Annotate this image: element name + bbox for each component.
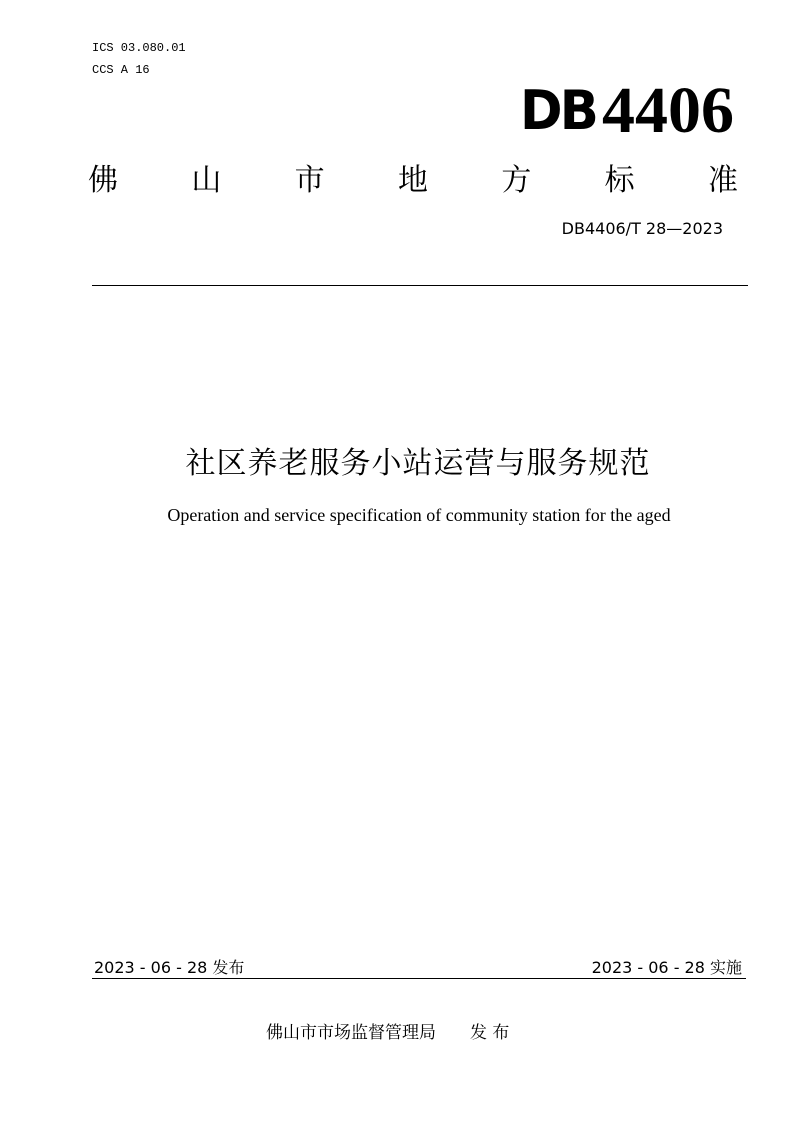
header-divider — [92, 285, 748, 286]
category-char: 方 — [501, 163, 532, 198]
document-title-chinese: 社区养老服务小站运营与服务规范 — [185, 446, 651, 481]
db-logo — [518, 74, 734, 147]
category-char: 准 — [707, 163, 738, 198]
category-char: 标 — [604, 163, 635, 198]
logo-number: 4406 — [602, 74, 734, 147]
category-char: 市 — [294, 163, 325, 198]
category-char: 山 — [191, 163, 222, 198]
document-title-english: Operation and service specification of community station for the aged — [167, 505, 671, 525]
implementation-date: 2023 - 06 - 28 实施 — [591, 958, 742, 977]
category-char: 佛 — [88, 163, 118, 198]
logo-letters: DB — [520, 79, 597, 142]
standard-category-title — [88, 155, 738, 199]
ics-code: ICS 03.080.01 — [92, 41, 186, 55]
issue-date: 2023 - 06 - 28 发布 — [94, 958, 245, 977]
category-char: 地 — [397, 163, 428, 198]
publisher-name: 佛山市市场监督管理局 — [266, 1023, 436, 1043]
publish-label: 发 布 — [470, 1023, 510, 1043]
footer-divider — [92, 978, 746, 979]
publisher-line — [266, 1018, 509, 1043]
standard-number: DB4406/T 28—2023 — [561, 219, 723, 238]
ccs-code: CCS A 16 — [92, 63, 150, 77]
